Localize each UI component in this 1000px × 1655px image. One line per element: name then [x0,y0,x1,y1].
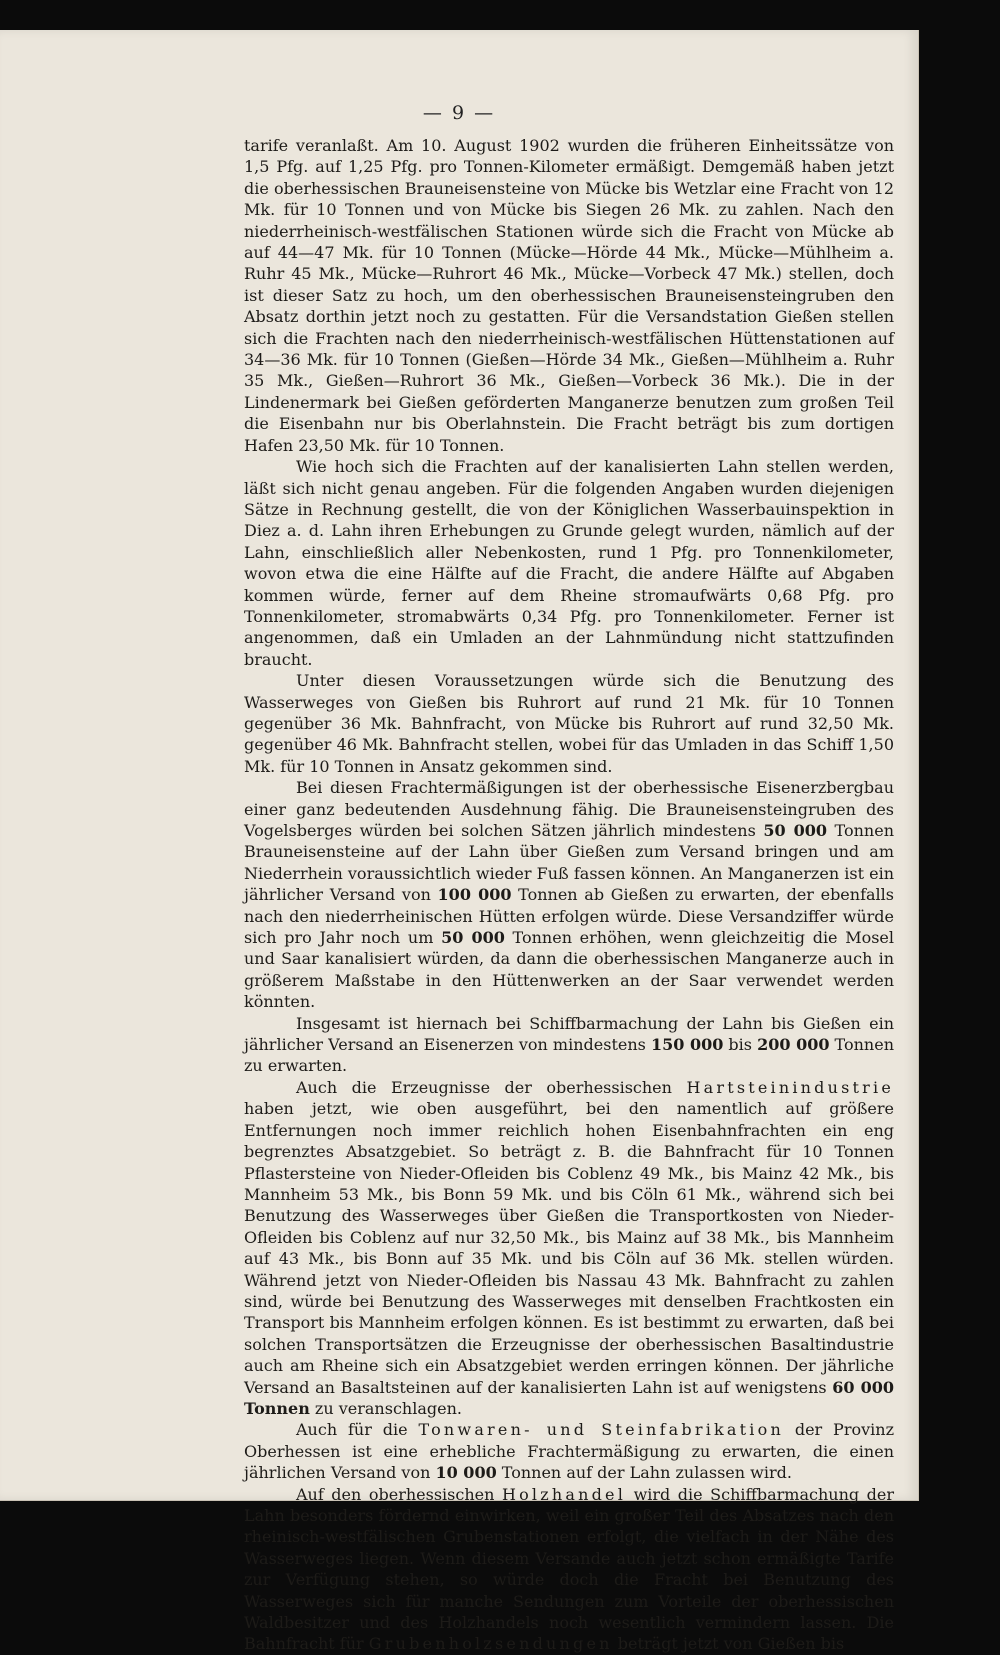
text-run: der Provinz Oberhessen ist eine erhebliche Frachtermäßigung zu erwarten, die einen jährlichen Versand von [244,1420,894,1483]
text-run: Unter diesen Voraussetzungen würde sich die Benutzung des Wasserweges von Gießen bis Ruhrort auf rund 21 Mk. für 10 Tonnen gegenüber 36 Mk. Bahnfracht, von Mücke bis Ruhrort auf rund 32,50 Mk. gegenüber 46 Mk. Bahnfracht stellen, wobei für das Umladen in das Schiff 1,50 Mk. für 10 Tonnen in Ansatz gekommen sind. [244,671,894,776]
paragraph [244,1484,894,1655]
text-run: Tonnen Brauneisensteine auf der Lahn über Gießen zum Versand bringen und am Niederrhein voraussichtlich wieder Fuß fassen können. An Manganerzen ist ein jährlicher Versand von [244,821,894,905]
text-run: Auch für die [296,1420,419,1440]
text-run: beträgt jetzt von Gießen bis [612,1634,845,1654]
bold-figure: 100 000 [437,885,512,905]
text-run: Tonnen auf der Lahn zulassen wird. [496,1463,792,1483]
text-run: Tonnen ab Gießen zu erwarten, der ebenfalls nach den niederrheinischen Hütten erfolgen würde. Diese Versandziffer würde sich pro Jahr noch um [244,885,894,948]
paragraph [244,1419,894,1483]
paragraph [244,456,894,670]
text-run: Auch die Erzeugnisse der oberhessischen [296,1077,687,1097]
paragraph [244,1077,894,1420]
document-page [0,30,919,1654]
text-run: Bei diesen Frachtermäßigungen ist der oberhessische Eisenerzbergbau einer ganz bedeutenden Ausdehnung fähig. Die Brauneisensteingruben des Vogelsberges würden bei solchen Sätzen jährlich mindestens [244,778,894,840]
text-run: Tonnen erhöhen, wenn gleichzeitig die Mosel und Saar kanalisiert würden, da dann die oberhessischen Manganerze auch in größerem Maßstabe in den Hüttenwerken an der Saar verwendet werden könnten. [244,928,895,1012]
text-run: haben jetzt, wie oben ausgeführt, bei den namentlich auf größere Entfernungen noch immer reichlich hohen Eisenbahnfrachten ein eng begrenztes Absatzgebiet. So beträgt z. B. die Bahnfracht für 10 Tonnen Pflastersteine von Nieder-Ofleiden bis Coblenz 49 Mk., bis Mainz 42 Mk., bis Mannheim 53 Mk., bis Bonn 59 Mk. und bis Cöln 61 Mk., während sich bei Benutzung des Wasserweges über Gießen die Transportkosten von Nieder-Ofleiden bis Coblenz auf nur 32,50 Mk., bis Mainz auf 38 Mk., bis Mannheim auf 43 Mk., bis Bonn auf 35 Mk. und bis Cöln auf 36 Mk. stellen würden. Während jetzt von Nieder-Ofleiden bis Nassau 43 Mk. Bahnfracht zu zahlen sind, würde bei Benutzung des Wasserweges mit denselben Frachtkosten ein Transport bis Mannheim erfolgen können. Es ist bestimmt zu erwarten, daß bei solchen Transportsätzen die Erzeugnisse der oberhessischen Basaltindustrie auch am Rheine sich ein Absatzgebiet werden erringen können. Der jährliche Versand an Basaltsteinen auf der kanalisierten Lahn ist auf wenigstens [244,1099,894,1397]
bold-figure: 150 000 [650,1035,724,1055]
paragraph [244,135,894,456]
spaced-emphasis: Holzhandel [501,1484,627,1504]
text-run: Auf den oberhessischen [296,1484,502,1504]
text-run: Insgesamt ist hiernach bei Schiffbarmachung der Lahn bis Gießen ein jährlicher Versand an Eisenerzen von mindestens [244,1013,894,1055]
page-number: — 9 — [422,102,496,124]
text-run: Wie hoch sich die Frachten auf der kanalisierten Lahn stellen werden, läßt sich nicht genau angeben. Für die folgenden Angaben wurden diejenigen Sätze in Rechnung gestellt, die von der Königlichen Wasserbauinspektion in Diez a. d. Lahn ihren Erhebungen zu Grunde gelegt wurden, nämlich auf der Lahn, einschließlich aller Nebenkosten, rund 1 Pfg. pro Tonnenkilometer, wovon etwa die eine Hälfte auf die Fracht, die andere Hälfte auf Abgaben kommen würde, ferner auf dem Rheine stromaufwärts 0,68 Pfg. pro Tonnenkilometer, stromabwärts 0,34 Pfg. pro Tonnenkilometer. Ferner ist angenommen, daß ein Umladen an der Lahnmündung nicht stattzufinden braucht. [244,457,894,669]
bold-figure: 50 000 [441,928,505,948]
bold-figure: 200 000 [757,1035,830,1055]
text-run: zu veranschlagen. [309,1398,462,1418]
text-run: bis [723,1035,758,1055]
bold-figure: 60 000 Tonnen [244,1377,895,1418]
text-run: Tonnen zu erwarten. [244,1035,895,1076]
body-text [244,135,894,1655]
text-run: wird die Schiffbarmachung der Lahn besonders fördernd einwirken, weil ein großer Teil des Absatzes nach den rheinisch-westfälischen Grubenstationen erfolgt, die vielfach in der Nähe des Wasserweges liegen. Wenn diesem Versande auch jetzt schon ermäßigte Tarife zur Verfügung stehen, so würde doch die Fracht bei Benutzung des Wasserweges sich für manche Sendungen zum Vorteile der oberhessischen Waldbesitzer und des Holzhandels noch wesentlich vermindern lassen. Die Bahnfracht für [244,1484,895,1654]
text-run: tarife veranlaßt. Am 10. August 1902 wurden die früheren Einheitssätze von 1,5 Pfg. auf 1,25 Pfg. pro Tonnen-Kilometer ermäßigt. Demgemäß haben jetzt die oberhessischen Brauneisensteine von Mücke bis Wetzlar eine Fracht von 12 Mk. für 10 Tonnen und von Mücke bis Siegen 26 Mk. zu zahlen. Nach den niederrheinisch-westfälischen Stationen würde sich die Fracht von Mücke ab auf 44—47 Mk. für 10 Tonnen (Mücke—Hörde 44 Mk., Mücke—Mühlheim a. Ruhr 45 Mk., Mücke—Ruhrort 46 Mk., Mücke—Vorbeck 47 Mk.) stellen, doch ist dieser Satz zu hoch, um den oberhessischen Brauneisensteingruben den Absatz dorthin jetzt noch zu gestatten. Für die Versandstation Gießen stellen sich die Frachten nach den niederrheinisch-westfälischen Hüttenstationen auf 34—36 Mk. für 10 Tonnen (Gießen—Hörde 34 Mk., Gießen—Mühlheim a. Ruhr 35 Mk., Gießen—Ruhrort 36 Mk., Gießen—Vorbeck 36 Mk.). Die in der Lindenermark bei Gießen geförderten Manganerze benutzen zum großen Teil die Eisenbahn nur bis Oberlahnstein. Die Fracht beträgt bis zum dortigen Hafen 23,50 Mk. für 10 Tonnen. [244,136,894,455]
bold-figure: 50 000 [763,821,828,840]
paragraph [244,670,894,777]
paragraph [244,1013,894,1077]
spaced-emphasis: Grubenholzsendungen [368,1634,613,1654]
spaced-emphasis: Hartsteinindustrie [686,1077,894,1097]
paragraph [244,777,894,1012]
spaced-emphasis: Tonwaren- und Steinfabrikation [418,1420,784,1440]
bold-figure: 10 000 [435,1463,497,1483]
